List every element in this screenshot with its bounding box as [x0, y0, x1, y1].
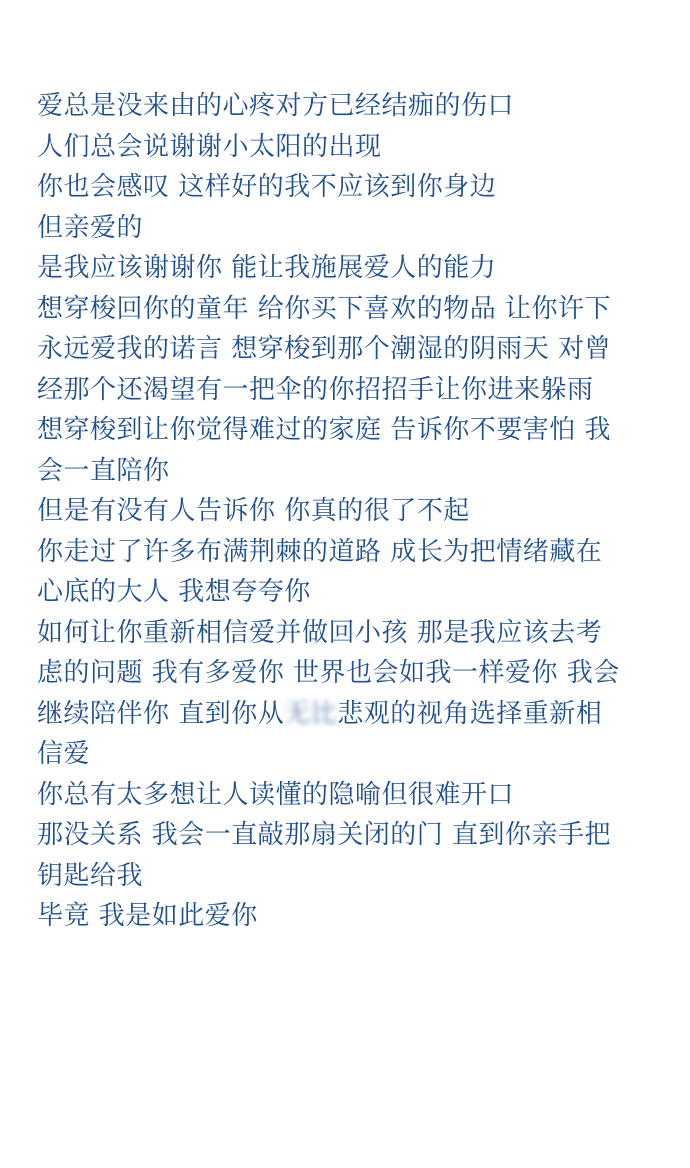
poem-line-3: 你也会感叹 这样好的我不应该到你身边 [37, 172, 497, 202]
poem-line-16 [37, 694, 667, 735]
poem-text [37, 86, 667, 937]
poem-line-16-end: 悲观的视角选择重新相 [337, 698, 603, 729]
poem-line-15: 虑的问题 我有多爱你 世界也会如我一样爱你 我会 [37, 658, 620, 688]
poem-line-9: 想穿梭到让你觉得难过的家庭 告诉你不要害怕 我 [37, 415, 612, 445]
poem-line-7: 永远爱我的诺言 想穿梭到那个潮湿的阴雨天 对曾 [37, 334, 612, 364]
poem-line-12: 你走过了许多布满荆棘的道路 成长为把情绪藏在 [37, 536, 603, 567]
poem-line-21: 毕竟 我是如此爱你 [37, 901, 258, 931]
poem-line-17: 信爱 [37, 739, 91, 769]
poem-line-1: 爱总是没来由的心疼对方已经结痂的伤口 [37, 91, 515, 121]
poem-line-16-start: 继续陪伴你 直到你从 [37, 698, 285, 729]
poem-line-20: 钥匙给我 [37, 860, 144, 891]
poem-line-11: 但是有没有人告诉你 你真的很了不起 [37, 496, 470, 526]
poem-line-10: 会一直陪你 [37, 455, 170, 486]
poem-line-2: 人们总会说谢谢小太阳的出现 [37, 131, 382, 162]
poem-line-14: 如何让你重新相信爱并做回小孩 那是我应该去考 [37, 617, 603, 648]
poem-line-4: 但亲爱的 [37, 212, 144, 243]
poem-line-13: 心底的大人 我想夸夸你 [37, 577, 311, 607]
poem-line-18: 你总有太多想让人读懂的隐喻但很难开口 [37, 779, 515, 810]
blurred-text: 无比 [284, 698, 338, 729]
poem-line-5: 是我应该谢谢你 能让我施展爱人的能力 [37, 253, 497, 283]
poem-line-6: 想穿梭回你的童年 给你买下喜欢的物品 让你许下 [37, 293, 612, 324]
poem-line-19: 那没关系 我会一直敲那扇关闭的门 直到你亲手把 [37, 820, 612, 850]
poem-line-8: 经那个还渴望有一把伞的你招招手让你进来躲雨 [37, 374, 594, 405]
